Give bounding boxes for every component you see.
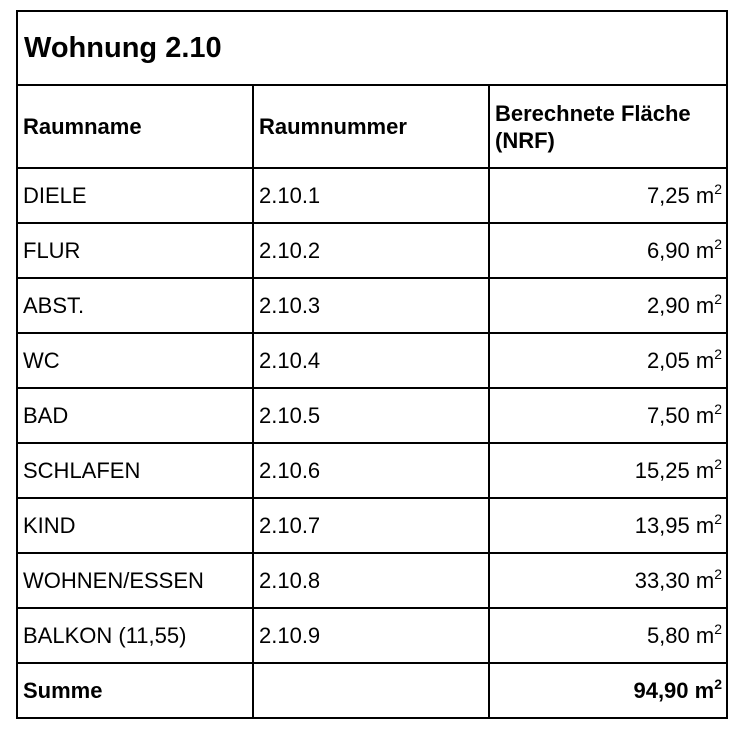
room-name-cell: WOHNEN/ESSEN [17,553,253,608]
header-row [17,85,727,168]
table-row [17,553,727,608]
room-area-cell [489,553,727,608]
room-name-cell: WC [17,333,253,388]
area-unit: m [695,347,715,373]
table-row [17,168,727,223]
area-unit-exponent: 2 [714,510,723,527]
area-value: 94,90 [633,677,689,703]
area-value: 7,25 [646,182,690,208]
room-name-cell: BAD [17,388,253,443]
table-row [17,608,727,663]
room-number-cell: 2.10.3 [253,278,489,333]
table-row [17,223,727,278]
room-area-cell [489,608,727,663]
total-area-cell [489,663,727,718]
room-area-cell [489,223,727,278]
area-unit: m [694,677,715,703]
room-number-cell: 2.10.1 [253,168,489,223]
area-value: 7,50 [646,402,690,428]
room-area-sheet [16,10,726,719]
area-value: 15,25 [634,457,690,483]
table-row [17,498,727,553]
area-unit: m [695,622,715,648]
area-unit: m [695,237,715,263]
room-name-cell: ABST. [17,278,253,333]
area-unit-exponent: 2 [714,620,723,637]
area-value: 33,30 [634,567,690,593]
area-unit-exponent: 2 [714,180,723,197]
area-unit-exponent: 2 [714,455,723,472]
room-name-cell: BALKON (11,55) [17,608,253,663]
area-unit: m [695,512,715,538]
room-number-cell: 2.10.2 [253,223,489,278]
table-row [17,443,727,498]
table-row [17,278,727,333]
room-area-table [16,10,728,719]
area-unit: m [695,182,715,208]
table-row [17,388,727,443]
apartment-title: Wohnung 2.10 [17,11,727,85]
header-room-name: Raumname [17,85,253,168]
room-number-cell: 2.10.5 [253,388,489,443]
area-unit: m [695,457,715,483]
room-name-cell: FLUR [17,223,253,278]
room-name-cell: DIELE [17,168,253,223]
room-area-cell [489,498,727,553]
room-number-cell: 2.10.8 [253,553,489,608]
area-unit-exponent: 2 [714,675,723,692]
room-name-cell: SCHLAFEN [17,443,253,498]
room-number-cell: 2.10.4 [253,333,489,388]
area-unit-exponent: 2 [714,345,723,362]
area-value: 2,05 [646,347,690,373]
room-number-cell: 2.10.6 [253,443,489,498]
header-calculated-area: Berechnete Fläche (NRF) [489,85,727,168]
room-number-cell: 2.10.9 [253,608,489,663]
room-area-cell [489,388,727,443]
area-unit: m [695,567,715,593]
area-value: 5,80 [646,622,690,648]
total-label: Summe [17,663,253,718]
area-value: 13,95 [634,512,690,538]
room-name-cell: KIND [17,498,253,553]
room-area-cell [489,333,727,388]
header-room-number: Raumnummer [253,85,489,168]
area-unit-exponent: 2 [714,400,723,417]
area-unit: m [695,292,715,318]
table-row [17,333,727,388]
area-value: 6,90 [646,237,690,263]
area-unit-exponent: 2 [714,290,723,307]
room-area-cell [489,443,727,498]
room-area-cell [489,278,727,333]
room-number-cell: 2.10.7 [253,498,489,553]
area-unit-exponent: 2 [714,565,723,582]
title-row [17,11,727,85]
area-value: 2,90 [646,292,690,318]
area-unit: m [695,402,715,428]
room-area-cell [489,168,727,223]
total-row [17,663,727,718]
total-number-cell [253,663,489,718]
area-unit-exponent: 2 [714,235,723,252]
